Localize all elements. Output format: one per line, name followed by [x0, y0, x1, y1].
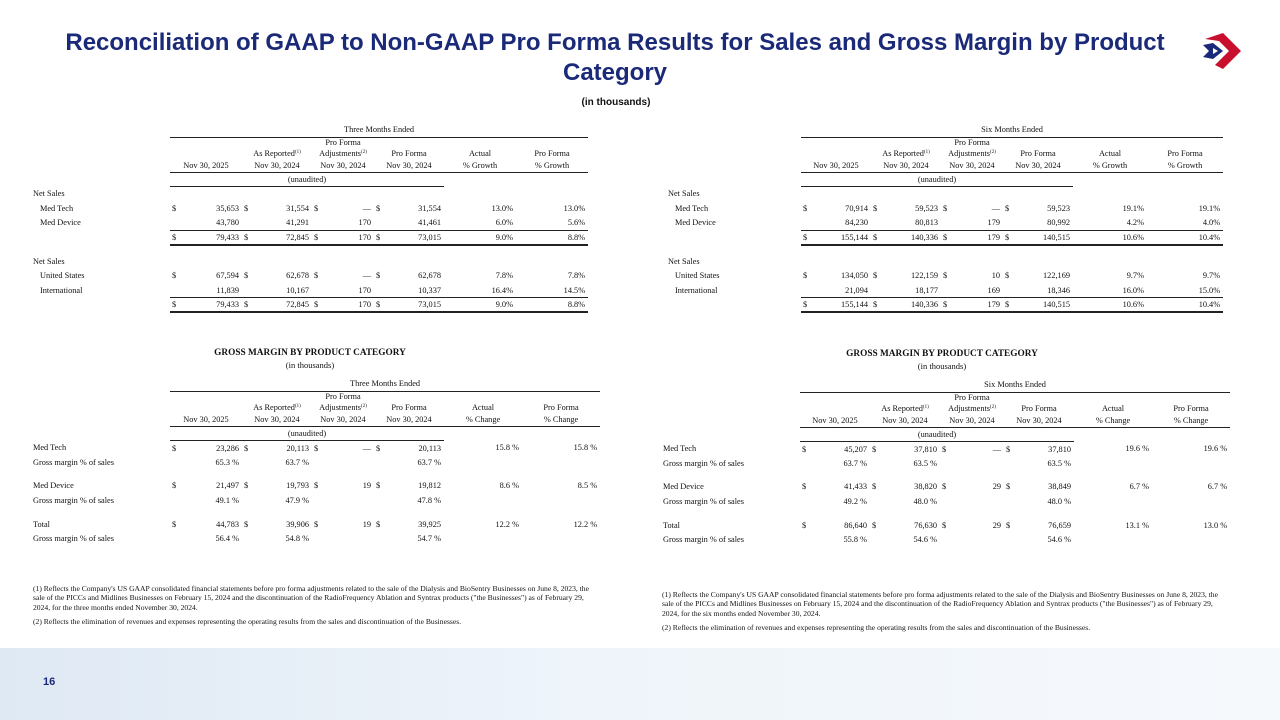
table-row: Med Tech $ 70,914 $ 59,523 $ — $ 59,523 19.1% 19.1%	[675, 203, 1221, 213]
date-2024: Nov 30, 2024	[1004, 414, 1074, 428]
gm-heading-left: GROSS MARGIN BY PRODUCT CATEGORY (in thousands)	[214, 348, 406, 370]
table-row: Gross margin % of sales 55.8 % 54.6 % 54.6 %	[663, 535, 1071, 545]
gm-heading-right: GROSS MARGIN BY PRODUCT CATEGORY (in thousands)	[846, 349, 1038, 371]
col-actual: Actual	[468, 148, 492, 158]
table-row: Gross margin % of sales 49.2 % 48.0 % 48.0 %	[663, 497, 1071, 507]
period-header-row	[660, 378, 1230, 392]
date-2024: Nov 30, 2024	[870, 414, 940, 428]
sales-three-months-table	[30, 123, 588, 313]
date-header-row	[30, 159, 588, 173]
col-pro-forma-change: Pro Forma	[1173, 403, 1209, 413]
section-label: Net Sales	[668, 256, 700, 266]
table-row: Med Tech $ 23,286 $ 20,113 $ — $ 20,113 15.8 % 15.8 %	[33, 443, 598, 453]
col-as-reported: As Reported$^{(1)}$	[882, 148, 930, 158]
period-header-row	[30, 377, 600, 391]
page-title: Reconciliation of GAAP to Non-GAAP Pro Forma Results for Sales and Gross Margin by Product Category	[65, 29, 1165, 86]
date-2024: Nov 30, 2024	[374, 159, 444, 173]
unaudited-label: (unaudited)	[801, 173, 1073, 187]
period-header: Three Months Ended	[170, 123, 588, 137]
table-row: Med Tech $ 35,653 $ 31,554 $ — $ 31,554 13.0% 13.0%	[40, 203, 586, 213]
col-pro-forma: Pro Forma	[391, 148, 427, 158]
section-label: Net Sales	[33, 256, 65, 266]
units-subtitle: (in thousands)	[581, 97, 651, 108]
change-label: % Change	[444, 413, 522, 427]
growth-label: % Growth	[444, 159, 516, 173]
total-row: $ 79,433 $ 72,845 $ 170 $ 73,015 9.0% 8.8%	[30, 298, 588, 313]
date-2025: Nov 30, 2025	[170, 413, 242, 427]
period-header-row	[665, 123, 1223, 137]
date-2025: Nov 30, 2025	[800, 414, 870, 428]
col-pro-forma: Pro Forma	[1021, 403, 1057, 413]
col-as-reported: As Reported$^{(1)}$	[881, 403, 929, 413]
company-logo-icon	[1199, 31, 1245, 71]
gm-three-months-table	[30, 377, 600, 546]
table-row: Med Device $ 41,433 $ 38,820 $ 29 $ 38,849 6.7 % 6.7 %	[663, 482, 1228, 492]
sales-six-months-table	[665, 123, 1223, 313]
table-row: Gross margin % of sales 56.4 % 54.8 % 54.7 %	[33, 534, 441, 544]
date-header-row	[665, 159, 1223, 173]
column-header-row	[30, 137, 588, 159]
change-label: % Change	[1152, 414, 1230, 428]
col-actual: Actual	[1101, 403, 1125, 413]
change-label: % Change	[1074, 414, 1152, 428]
date-2025: Nov 30, 2025	[801, 159, 871, 173]
page-number: 16	[43, 676, 56, 688]
unaudited-label: (unaudited)	[170, 427, 444, 441]
table-row: Med Tech $ 45,207 $ 37,810 $ — $ 37,810 19.6 % 19.6 %	[663, 444, 1228, 454]
unaudited-label: (unaudited)	[800, 428, 1074, 442]
table-row: United States $ 67,594 $ 62,678 $ — $ 62,678 7.8% 7.8%	[40, 271, 586, 281]
table-row: Med Device $ 21,497 $ 19,793 $ 19 $ 19,812 8.6 % 8.5 %	[33, 481, 598, 491]
period-header: Six Months Ended	[800, 378, 1230, 392]
date-2024: Nov 30, 2024	[242, 413, 312, 427]
date-header-row	[30, 413, 600, 427]
column-header-row	[665, 137, 1223, 159]
column-header-row	[30, 391, 600, 413]
unaudited-label: (unaudited)	[170, 173, 444, 187]
period-header: Six Months Ended	[801, 123, 1223, 137]
growth-label: % Growth	[1147, 159, 1223, 173]
col-pro-forma-change: Pro Forma	[543, 402, 579, 412]
total-row: $ 155,144 $ 140,336 $ 179 $ 140,515 10.6% 10.4%	[665, 230, 1223, 245]
date-2025: Nov 30, 2025	[170, 159, 242, 173]
footnote-2: (2) Reflects the elimination of revenues and expenses representing the operating results from the sales and discontinuation of the Businesses.	[33, 617, 462, 627]
footnote-1: (1) Reflects the Company's US GAAP consolidated financial statements before pro forma adjustments related to the sale of the Dialysis and BioSentry Businesses on June 8, 2023, the sale of the PICCs and Midlines Businesses on February 15, 2024 and the discontinuation of the RadioFrequency Ablation and Syntrax products ("the Businesses") as of February 29, 2024, for the six months ended November 30, 2024.	[662, 590, 1218, 618]
col-actual: Actual	[1098, 148, 1122, 158]
table-row: International 21,094 18,177 169 18,346 16.0% 15.0%	[675, 285, 1221, 295]
period-header-row	[30, 123, 588, 137]
col-as-reported: As Reported$^{(1)}$	[253, 148, 301, 158]
col-pro-forma: Pro Forma	[391, 402, 427, 412]
section-label: Net Sales	[668, 189, 700, 199]
col-pro-forma-adjustments: Pro Forma Adjustments$^{(2)}$	[948, 137, 996, 158]
date-2024: Nov 30, 2024	[374, 413, 444, 427]
table-row: Gross margin % of sales 49.1 % 47.9 % 47.8 %	[33, 496, 441, 506]
col-pro-forma: Pro Forma	[1020, 148, 1056, 158]
period-header: Three Months Ended	[170, 377, 600, 391]
footnote-2: (2) Reflects the elimination of revenues and expenses representing the operating results from the sales and discontinuation of the Businesses.	[662, 623, 1091, 633]
footnote-1: (1) Reflects the Company's US GAAP consolidated financial statements before pro forma adjustments related to the sale of the Dialysis and BioSentry Businesses on June 8, 2023, the sale of the PICCs and Midlines Businesses on February 15, 2024 and the discontinuation of the RadioFrequency Ablation and Syntrax products ("the Businesses") as of February 29, 2024, for the three months ended November 30, 2024.	[33, 584, 589, 612]
table-row: Gross margin % of sales 65.3 % 63.7 % 63.7 %	[33, 457, 441, 467]
col-as-reported: As Reported$^{(1)}$	[253, 402, 301, 412]
col-pro-forma-adjustments: Pro Forma Adjustments$^{(2)}$	[948, 392, 996, 413]
gm-six-months-table	[660, 378, 1230, 547]
table-row: International 11,839 10,167 170 10,337 16.4% 14.5%	[40, 285, 586, 295]
date-2024: Nov 30, 2024	[242, 159, 312, 173]
total-row: $ 79,433 $ 72,845 $ 170 $ 73,015 9.0% 8.8%	[30, 230, 588, 245]
date-2024: Nov 30, 2024	[312, 413, 374, 427]
footnotes-left	[33, 584, 593, 632]
date-2024: Nov 30, 2024	[312, 159, 374, 173]
table-row: Gross margin % of sales 63.7 % 63.5 % 63.5 %	[663, 458, 1071, 468]
table-row: United States $ 134,050 $ 122,159 $ 10 $ 122,169 9.7% 9.7%	[675, 271, 1221, 281]
table-row: Total $ 44,783 $ 39,906 $ 19 $ 39,925 12.2 % 12.2 %	[33, 519, 598, 529]
growth-label: % Growth	[1073, 159, 1147, 173]
date-2024: Nov 30, 2024	[871, 159, 941, 173]
col-pro-forma-growth: Pro Forma	[1167, 148, 1203, 158]
table-row: Total $ 86,640 $ 76,630 $ 29 $ 76,659 13.1 % 13.0 %	[663, 520, 1228, 530]
table-row: Med Device 84,230 80,813 179 80,992 4.2% 4.0%	[675, 218, 1221, 228]
change-label: % Change	[522, 413, 600, 427]
col-pro-forma-adjustments: Pro Forma Adjustments$^{(2)}$	[319, 391, 367, 412]
column-header-row	[660, 392, 1230, 414]
section-label: Net Sales	[33, 189, 65, 199]
date-header-row	[660, 414, 1230, 428]
col-pro-forma-adjustments: Pro Forma Adjustments$^{(2)}$	[319, 137, 367, 158]
date-2024: Nov 30, 2024	[941, 159, 1003, 173]
growth-label: % Growth	[516, 159, 588, 173]
table-row: Med Device 43,780 41,291 170 41,461 6.0% 5.6%	[40, 218, 586, 228]
col-pro-forma-growth: Pro Forma	[534, 148, 570, 158]
date-2024: Nov 30, 2024	[940, 414, 1004, 428]
footnotes-right	[662, 590, 1224, 638]
total-row: $ 155,144 $ 140,336 $ 179 $ 140,515 10.6% 10.4%	[665, 298, 1223, 313]
col-actual: Actual	[471, 402, 495, 412]
date-2024: Nov 30, 2024	[1003, 159, 1073, 173]
footer-band	[0, 648, 1280, 720]
